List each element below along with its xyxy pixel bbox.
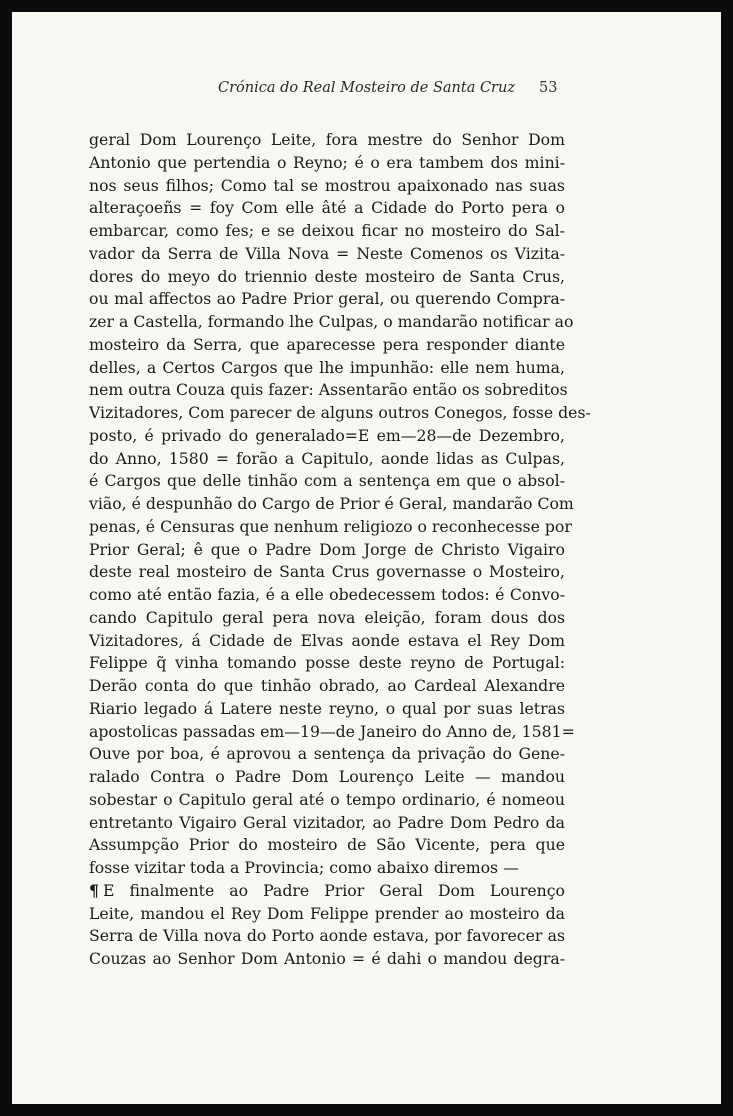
text-line: Felippe q̃ vinha tomando posse deste reyno de Portugal:	[89, 653, 565, 673]
text-line: ralado Contra o Padre Dom Lourenço Leite — mandou	[89, 767, 565, 786]
text-line: Assumpção Prior do mosteiro de São Vicente, pera que	[89, 835, 565, 855]
text-line: como até então fazia, é a elle obedecessem todos: é Convo-	[89, 585, 565, 604]
body-text	[89, 129, 591, 971]
document-page	[12, 12, 721, 1104]
text-line: Vizitadores, Com parecer de alguns outros Conegos, fosse des-	[89, 403, 591, 422]
pilcrow-mark: ¶	[89, 880, 99, 900]
text-line: dores do meyo do triennio deste mosteiro de Santa Crus,	[89, 266, 565, 286]
text-line: delles, a Certos Cargos que lhe impunhão: elle nem huma,	[89, 357, 565, 377]
text-line: Ouve por boa, é aprovou a sentença da privação do Gene-	[89, 744, 565, 764]
text-line: vador da Serra de Villa Nova = Neste Comenos os Vizita-	[89, 243, 565, 263]
text-line: Derão conta do que tinhão obrado, ao Cardeal Alexandre	[89, 676, 565, 695]
text-line: Antonio que pertendia o Reyno; é o era tambem dos mini-	[89, 152, 565, 172]
text-line: Couzas ao Senhor Dom Antonio = é dahi o mandou degra-	[89, 949, 565, 968]
text-line: do Anno, 1580 = forão a Capitulo, aonde lidas as Culpas,	[89, 448, 565, 468]
text-line: Leite, mandou el Rey Dom Felippe prender ao mosteiro da	[89, 903, 565, 923]
text-line: Prior Geral; ê que o Padre Dom Jorge de Christo Vigairo	[89, 539, 565, 559]
paragraph-first-line	[89, 880, 565, 903]
text-line: Serra de Villa nova do Porto aonde estava, por favorecer as	[89, 926, 565, 946]
text-line: apostolicas passadas em—19—de Janeiro do Anno de, 1581=	[89, 721, 575, 741]
text-line: geral Dom Lourenço Leite, fora mestre do Senhor Dom	[89, 130, 565, 149]
text-line: E finalmente ao Padre Prior Geral Dom Lourenço	[102, 880, 565, 900]
text-line: penas, é Censuras que nenhum religiozo o reconhecesse por	[89, 516, 572, 536]
text-line: Vizitadores, á Cidade de Elvas aonde estava el Rey Dom	[89, 630, 565, 650]
text-line: fosse vizitar toda a Provincia; como abaixo diremos —	[89, 858, 519, 877]
text-line: ou mal affectos ao Padre Prior geral, ou querendo Compra-	[89, 289, 565, 309]
text-line: deste real mosteiro de Santa Crus governasse o Mosteiro,	[89, 562, 565, 582]
text-line: cando Capitulo geral pera nova eleição, foram dous dos	[89, 607, 565, 627]
text-line: sobestar o Capitulo geral até o tempo ordinario, é nomeou	[89, 789, 565, 809]
text-line: mosteiro da Serra, que aparecesse pera responder diante	[89, 334, 565, 354]
text-line: Riario legado á Latere neste reyno, o qual por suas letras	[89, 698, 565, 718]
running-title: Crónica do Real Mosteiro de Santa Cruz	[218, 80, 515, 96]
page-header	[12, 80, 721, 104]
text-line: é Cargos que delle tinhão com a sentença em que o absol-	[89, 471, 565, 491]
text-line: entretanto Vigairo Geral vizitador, ao Padre Dom Pedro da	[89, 812, 565, 832]
text-line: alteraçoeñs = foy Com elle âté a Cidade do Porto pera o	[89, 198, 565, 218]
text-line: vião, é despunhão do Cargo de Prior é Geral, mandarão Com	[89, 494, 574, 513]
text-line: nem outra Couza quis fazer: Assentarão então os sobreditos	[89, 380, 568, 400]
text-line: posto, é privado do generalado=E em—28—de Dezembro,	[89, 425, 565, 445]
text-line: nos seus filhos; Como tal se mostrou apaixonado nas suas	[89, 175, 565, 195]
text-line: zer a Castella, formando lhe Culpas, o mandarão notificar ao	[89, 312, 574, 331]
page-number: 53	[539, 80, 558, 96]
text-line: embarcar, como fes; e se deixou ficar no mosteiro do Sal-	[89, 221, 565, 240]
